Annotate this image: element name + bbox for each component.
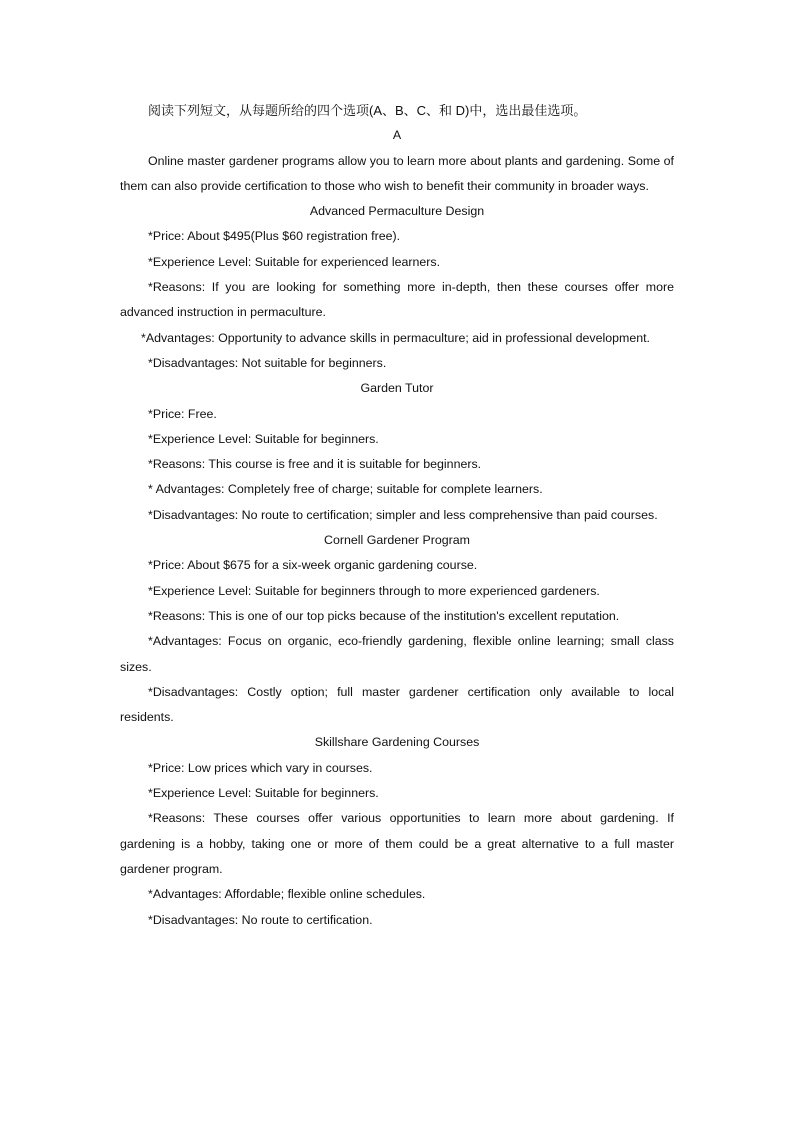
course-level: *Experience Level: Suitable for beginners. <box>148 786 379 801</box>
course-price: *Price: About $675 for a six-week organic gardening course. <box>148 558 478 573</box>
course-block <box>120 528 674 730</box>
course-price: *Price: Low prices which vary in courses. <box>148 760 373 775</box>
course-block <box>120 199 674 376</box>
course-level: *Experience Level: Suitable for beginners through to more experienced gardeners. <box>148 583 600 598</box>
document-page <box>120 98 674 933</box>
course-title: Cornell Gardener Program <box>324 533 470 548</box>
course-reasons: *Reasons: These courses offer various opportunities to learn more about gardening. If gardening is a hobby, taking one or more of them could be a great alternative to a full master gardener program. <box>120 811 674 876</box>
course-reasons: *Reasons: If you are looking for something more in-depth, then these courses offer more advanced instruction in permaculture. <box>120 280 674 320</box>
course-disadvantages: *Disadvantages: No route to certification; simpler and less comprehensive than paid courses. <box>148 507 658 522</box>
course-price: *Price: About $495(Plus $60 registration free). <box>148 229 401 244</box>
course-disadvantages: *Disadvantages: Costly option; full master gardener certification only available to local residents. <box>120 684 674 725</box>
course-reasons: *Reasons: This is one of our top picks because of the institution's excellent reputation. <box>148 608 620 623</box>
course-title: Garden Tutor <box>360 381 434 396</box>
course-block <box>120 376 674 528</box>
course-level: *Experience Level: Suitable for experienced learners. <box>148 254 441 269</box>
course-disadvantages: *Disadvantages: Not suitable for beginners. <box>148 355 387 370</box>
instruction: 阅读下列短文，从每题所给的四个选项(A、B、C、和 D)中，选出最佳选项。 <box>148 103 587 118</box>
course-level: *Experience Level: Suitable for beginners. <box>148 431 379 446</box>
intro-paragraph: Online master gardener programs allow you to learn more about plants and gardening. Some of them can also provide certification to those who wish to benefit their community in broader ways. <box>120 153 674 193</box>
course-advantages: *Advantages: Opportunity to advance skills in permaculture; aid in professional development. <box>141 330 650 345</box>
course-disadvantages: *Disadvantages: No route to certification. <box>148 912 373 927</box>
course-advantages: * Advantages: Completely free of charge; suitable for complete learners. <box>148 482 543 497</box>
course-reasons: *Reasons: This course is free and it is suitable for beginners. <box>148 457 482 472</box>
course-price: *Price: Free. <box>148 406 217 421</box>
course-title: Advanced Permaculture Design <box>309 204 485 219</box>
course-title: Skillshare Gardening Courses <box>314 735 480 750</box>
section-label: A <box>392 128 402 143</box>
course-advantages: *Advantages: Focus on organic, eco-friendly gardening, flexible online learning; small class sizes. <box>120 634 674 674</box>
course-advantages: *Advantages: Affordable; flexible online schedules. <box>148 887 426 902</box>
course-block <box>120 730 674 932</box>
